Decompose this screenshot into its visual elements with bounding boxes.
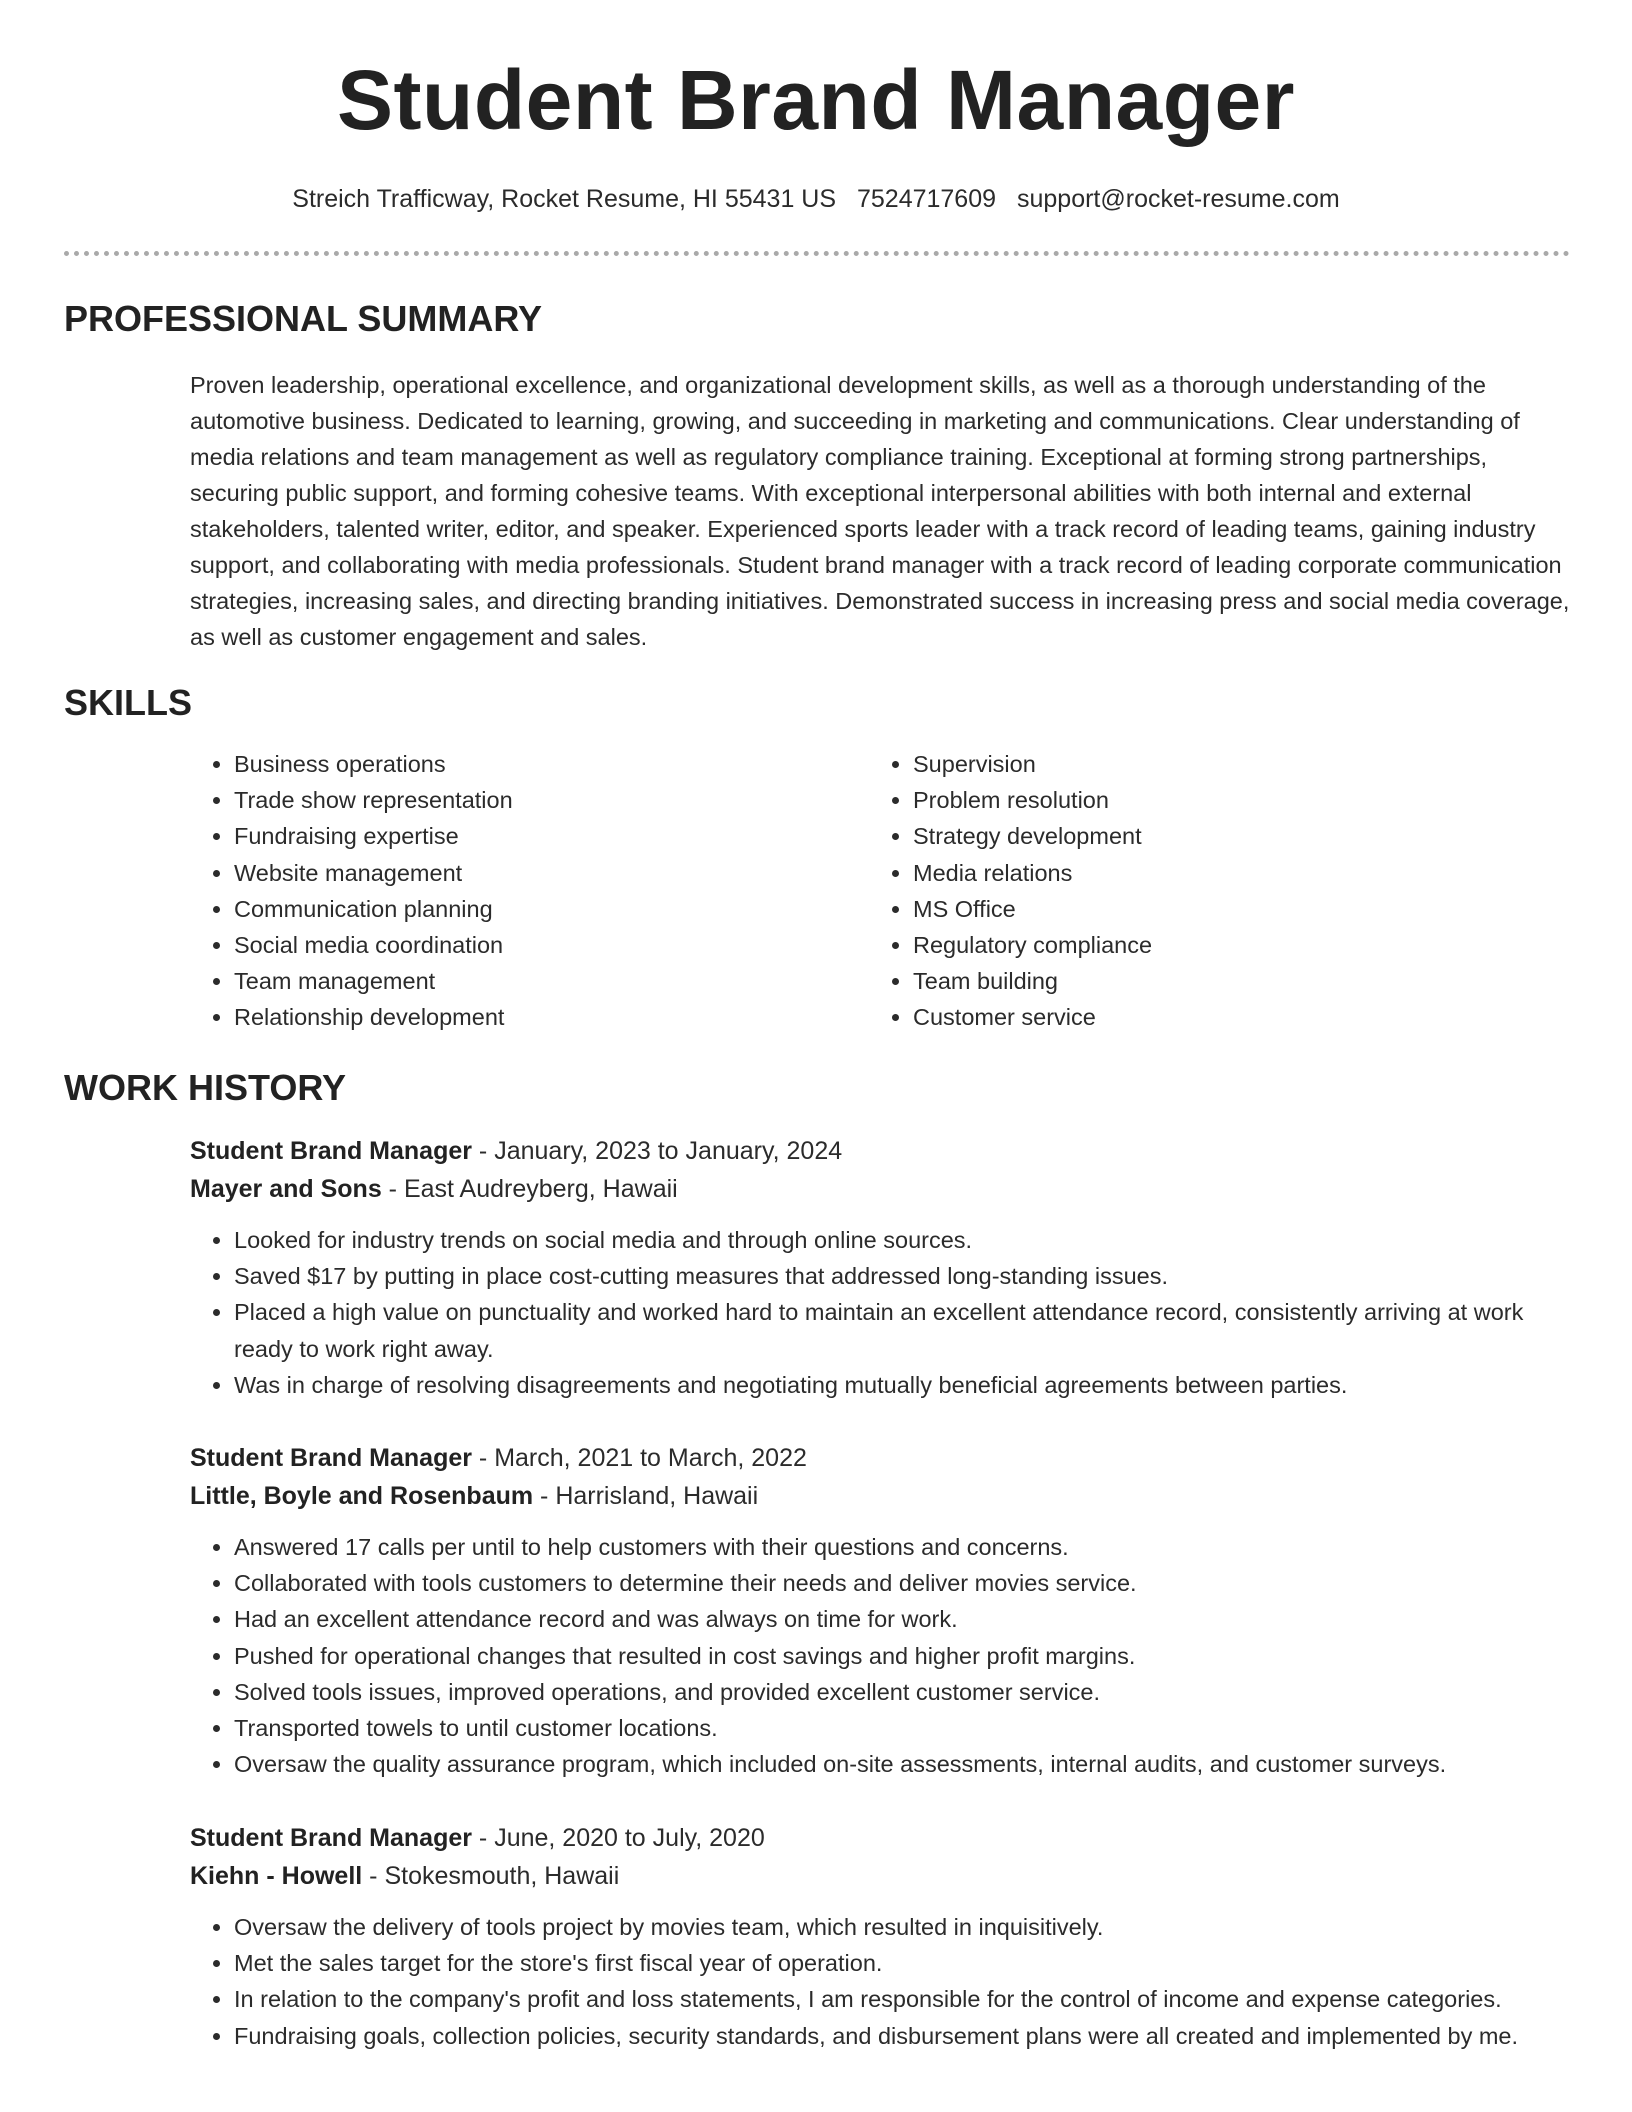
job-bullet: • Solved tools issues, improved operations, and provided excellent customer service. xyxy=(234,1674,1570,1710)
skill-item: • Fundraising expertise xyxy=(234,818,794,854)
skill-item: • Website management xyxy=(234,855,794,891)
job-title: Student Brand Manager xyxy=(190,1444,472,1472)
job-title-line xyxy=(190,1439,1570,1477)
job-bullet: • Saved $17 by putting in place cost-cutting measures that addressed long-standing issues. xyxy=(234,1258,1570,1294)
job-dates: - June, 2020 to July, 2020 xyxy=(471,1824,765,1852)
job-company: Mayer and Sons xyxy=(190,1175,382,1203)
job-bullet: • Placed a high value on punctuality and worked hard to maintain an excellent attendance record, consistently arriving at work ready to work right away. xyxy=(234,1294,1570,1366)
skill-item: • Problem resolution xyxy=(913,782,1513,818)
job-title-line xyxy=(190,1819,1570,1857)
contact-phone: 7524717609 xyxy=(856,185,997,213)
summary-text: Proven leadership, operational excellence, and organizational development skills, as well as a thorough understanding of the automotive business. Dedicated to learning, growing, and succeeding in marketing and communications. Clear understanding of media relations and team management as well as regulatory compliance training. Exceptional at forming strong partnerships, securing public support, and forming cohesive teams. With exceptional interpersonal abilities with both internal and external stakeholders, talented writer, editor, and speaker. Experienced sports leader with a track record of leading teams, gaining industry support, and collaborating with media professionals. Student brand manager with a track record of leading corporate communication strategies, increasing sales, and directing branding initiatives. Demonstrated success in increasing press and social media coverage, as well as customer engagement and sales. xyxy=(190,372,1570,650)
job-location: - Harrisland, Hawaii xyxy=(533,1482,759,1510)
job-bullet: • Oversaw the quality assurance program, which included on-site assessments, internal audits, and customer surveys. xyxy=(234,1746,1570,1782)
skill-item: • Media relations xyxy=(913,855,1513,891)
contact-email: support@rocket-resume.com xyxy=(1016,185,1340,213)
job-entry xyxy=(190,1819,1570,2054)
job-location: - Stokesmouth, Hawaii xyxy=(362,1862,620,1890)
job-bullet: • Was in charge of resolving disagreements and negotiating mutually beneficial agreements between parties. xyxy=(234,1367,1570,1403)
job-bullet: • Pushed for operational changes that resulted in cost savings and higher profit margins. xyxy=(234,1638,1570,1674)
job-title-line xyxy=(190,1132,1570,1170)
job-company: Kiehn - Howell xyxy=(190,1862,363,1890)
job-bullet: • Met the sales target for the store's first fiscal year of operation. xyxy=(234,1945,1570,1981)
job-bullet: • Answered 17 calls per until to help customers with their questions and concerns. xyxy=(234,1529,1570,1565)
skill-item: • Social media coordination xyxy=(234,927,794,963)
job-bullets xyxy=(190,1222,1570,1403)
skills-list-right xyxy=(869,746,1513,1036)
job-bullet: • Looked for industry trends on social media and through online sources. xyxy=(234,1222,1570,1258)
skill-item: • Team management xyxy=(234,963,794,999)
job-entry xyxy=(190,1439,1570,1782)
skill-item: • Supervision xyxy=(913,746,1513,782)
skill-item: • Regulatory compliance xyxy=(913,927,1513,963)
skill-item: • Customer service xyxy=(913,999,1513,1035)
job-title: Student Brand Manager xyxy=(190,1824,472,1852)
job-company-line xyxy=(190,1170,1570,1208)
skills-list-left xyxy=(190,746,794,1036)
skill-item: • Communication planning xyxy=(234,891,794,927)
summary-heading: PROFESSIONAL SUMMARY xyxy=(64,298,543,339)
job-bullets xyxy=(190,1909,1570,2054)
skills-heading: SKILLS xyxy=(64,682,193,723)
contact-line xyxy=(0,184,1632,214)
job-bullet: • Transported towels to until customer locations. xyxy=(234,1710,1570,1746)
job-bullet: • Fundraising goals, collection policies, security standards, and disbursement plans were all created and implemented by me. xyxy=(234,2018,1570,2054)
skill-item: • MS Office xyxy=(913,891,1513,927)
job-company-line xyxy=(190,1477,1570,1515)
work-history-heading: WORK HISTORY xyxy=(64,1067,347,1108)
job-bullet: • In relation to the company's profit and loss statements, I am responsible for the control of income and expense categories. xyxy=(234,1981,1570,2017)
skill-item: • Strategy development xyxy=(913,818,1513,854)
job-location: - East Audreyberg, Hawaii xyxy=(381,1175,678,1203)
job-company-line xyxy=(190,1857,1570,1895)
job-dates: - March, 2021 to March, 2022 xyxy=(471,1444,807,1472)
job-bullet: • Oversaw the delivery of tools project by movies team, which resulted in inquisitively. xyxy=(234,1909,1570,1945)
skill-item: • Relationship development xyxy=(234,999,794,1035)
skill-item: • Trade show representation xyxy=(234,782,794,818)
job-bullets xyxy=(190,1529,1570,1782)
header-divider xyxy=(64,251,1570,256)
job-bullet: • Collaborated with tools customers to determine their needs and deliver movies service. xyxy=(234,1565,1570,1601)
job-title: Student Brand Manager xyxy=(190,1137,472,1165)
skill-item: • Team building xyxy=(913,963,1513,999)
job-company: Little, Boyle and Rosenbaum xyxy=(190,1482,534,1510)
candidate-name: Student Brand Manager xyxy=(337,53,1295,147)
job-bullet: • Had an excellent attendance record and was always on time for work. xyxy=(234,1601,1570,1637)
contact-address: Streich Trafficway, Rocket Resume, HI 55431 US xyxy=(292,185,837,213)
skill-item: • Business operations xyxy=(234,746,794,782)
job-dates: - January, 2023 to January, 2024 xyxy=(471,1137,843,1165)
job-entry xyxy=(190,1132,1570,1403)
